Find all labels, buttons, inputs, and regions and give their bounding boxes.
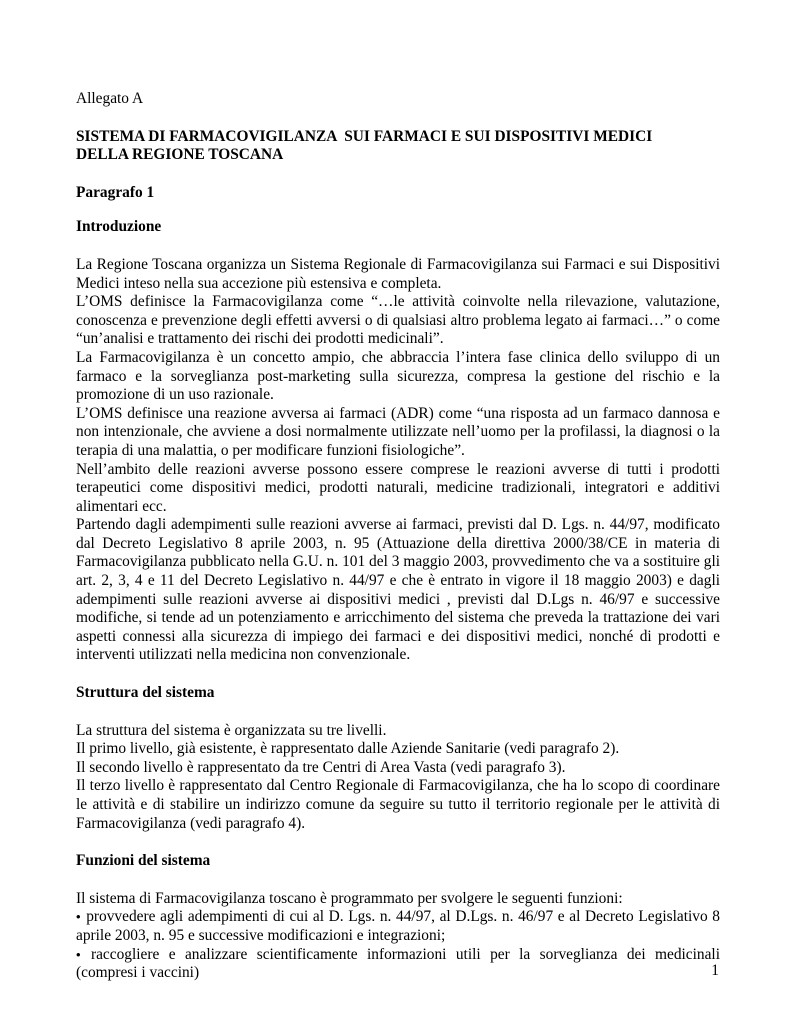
allegato-label: Allegato A bbox=[76, 90, 144, 107]
functions-heading: Funzioni del sistema bbox=[76, 852, 211, 870]
page-number: 1 bbox=[711, 962, 719, 979]
functions-bullet-item bbox=[76, 908, 720, 945]
structure-paragraph: La struttura del sistema è organizzata su tre livelli. bbox=[76, 721, 387, 739]
document-title bbox=[76, 128, 720, 165]
bullet-icon: • bbox=[76, 909, 81, 925]
functions-body bbox=[76, 890, 720, 983]
intro-paragraph: Partendo dagli adempimenti sulle reazioni avverse ai farmaci, previsti dal D. Lgs. n. 44/97, modificato dal Decreto Legislativo 8 aprile 2003, n. 95 (Attuazione della direttiva 2000/38/CE in materia di Farmacovigilanza pubblicato nella G.U. n. 101 del 3 maggio 2003, provvedimento che va a sostituire gli art. 2, 3, 4 e 11 del Decreto Legislativo n. 44/97 e che è entrato in vigore il 18 maggio 2003) e dagli adempimenti sulle reazioni avverse ai dispositivi medici , previsti dal D.Lgs n. 46/97 e successive modifiche, si tende ad un potenziamento e arricchimento del sistema che preveda la trattazione dei vari aspetti connessi alla sicurezza di impiego dei farmaci e dei dispositivi medici, nonché di prodotti e interventi utilizzati nella medicina non convenzionale. bbox=[76, 516, 720, 664]
structure-paragraph: Il primo livello, già esistente, è rappresentato dalle Aziende Sanitarie (vedi paragrafo 2). bbox=[76, 740, 620, 758]
structure-heading: Struttura del sistema bbox=[76, 684, 215, 702]
intro-paragraph: L’OMS definisce la Farmacovigilanza come “…le attività coinvolte nella rilevazione, valutazione, conoscenza e prevenzione degli effetti avversi o di qualsiasi altro problema legato ai farmaci…” o come “un’analisi e trattamento dei rischi dei prodotti medicinali”. bbox=[76, 293, 720, 348]
bullet-icon: • bbox=[76, 946, 81, 962]
intro-paragraph: Nell’ambito delle reazioni avverse possono essere comprese le reazioni avverse di tutti i prodotti terapeutici come dispositivi medici, prodotti naturali, medicine tradizionali, integratori e additivi alimentari ecc. bbox=[76, 460, 720, 515]
intro-paragraph: La Regione Toscana organizza un Sistema Regionale di Farmacovigilanza sui Farmaci e sui Dispositivi Medici inteso nella sua accezione più estensiva e completa. bbox=[76, 255, 720, 292]
structure-paragraph: Il secondo livello è rappresentato da tre Centri di Area Vasta (vedi paragrafo 3). bbox=[76, 758, 566, 776]
title-line-1: SISTEMA DI FARMACOVIGILANZA SUI FARMACI E SUI DISPOSITIVI MEDICI bbox=[76, 127, 653, 145]
introduction-heading: Introduzione bbox=[76, 218, 162, 236]
intro-paragraph: La Farmacovigilanza è un concetto ampio, che abbraccia l’intera fase clinica dello sviluppo di un farmaco e la sorveglianza post-marketing sulla sicurezza, compresa la gestione del rischio e la promozione di un uso razionale. bbox=[76, 348, 720, 404]
document-page bbox=[76, 90, 720, 983]
title-line-2: DELLA REGIONE TOSCANA bbox=[76, 146, 284, 164]
functions-intro: Il sistema di Farmacovigilanza toscano è programmato per svolgere le seguenti funzioni: bbox=[76, 889, 623, 907]
structure-paragraph: Il terzo livello è rappresentato dal Centro Regionale di Farmacovigilanza, che ha lo scopo di coordinare le attività e di stabilire un indirizzo comune da seguire su tutto il territorio regionale per le attività di Farmacovigilanza (vedi paragrafo 4). bbox=[76, 777, 720, 832]
functions-bullet-item bbox=[76, 946, 720, 983]
intro-paragraph: L’OMS definisce una reazione avversa ai farmaci (ADR) come “una risposta ad un farmaco dannosa e non intenzionale, che avviene a dosi normalmente utilizzate nell’uomo per la profilassi, la diagnosi o la terapia di una malattia, o per modificare funzioni fisiologiche”. bbox=[76, 404, 720, 459]
paragraph-label: Paragrafo 1 bbox=[76, 183, 155, 201]
bullet-text: provvedere agli adempimenti di cui al D. Lgs. n. 44/97, al D.Lgs. n. 46/97 e al Decreto Legislativo 8 aprile 2003, n. 95 e successive modificazioni e integrazioni; bbox=[76, 908, 720, 944]
bullet-text: raccogliere e analizzare scientificamente informazioni utili per la sorveglianza dei medicinali (compresi i vaccini) bbox=[76, 945, 720, 982]
introduction-body bbox=[76, 256, 720, 665]
structure-body bbox=[76, 722, 720, 834]
